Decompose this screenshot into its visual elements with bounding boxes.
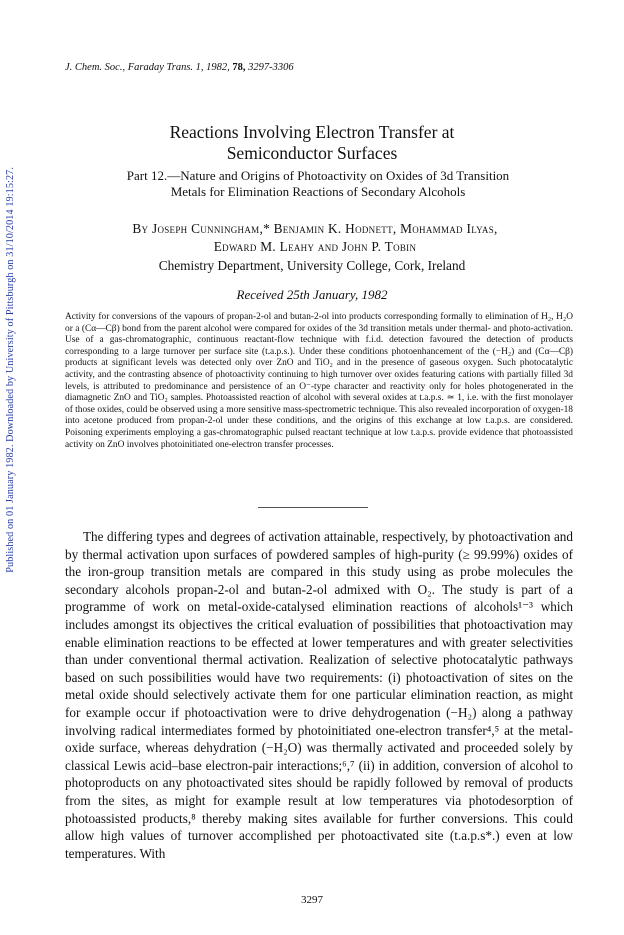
page-number: 3297 <box>301 894 323 906</box>
download-watermark-text: Published on 01 January 1982. Downloaded by University of Pittsburgh on 31/10/2014 19:15:27. <box>4 167 16 573</box>
journal-pages: 3297-3306 <box>248 62 294 73</box>
paper-subtitle-line-2: Metals for Elimination Reactions of Secondary Alcohols <box>170 184 466 199</box>
received-date: Received 25th January, 1982 <box>236 287 388 302</box>
abstract: Activity for conversions of the vapours of propan-2-ol and butan-2-ol into products corresponding formally to elimination of H₂, H₂O or a (Cα—Cβ) bond from the parent alcohol were compared for oxides of the 3d transition metals under thermal- and photo-activation. Use of a gas-chromatographic, continuous reactant-flow technique with f.i.d. detection favoured the detection of products corresponding to a large turnover per surface site (t.a.p.s.). Under these conditions photoenhancement of the (−H₂) and (Cα—Cβ) products at significant levels was detected only over ZnO and TiO₂ and in the presence of gaseous oxygen. Such photocatalytic activity, and the contrasting absence of photoactivity continuing to high turnover over oxides featuring cations with partially filled 3d levels, is attributed to predominance and persistence of an O⁻-type character and reactivity only for holes photogenerated in the diamagnetic ZnO and TiO₂ samples. Photoassisted reaction of alcohol with several oxides at t.a.p.s. ≃ 1, i.e. with the first monolayer of those oxides, could be observed using a more sensitive mass-spectrometric technique. This also revealed incorporation of oxygen-18 into acetone produced from propan-2-ol under these conditions, and the origins of this exchange at low t.a.p.s. are considered. Poisoning experiments employing a gas-chromatographic pulsed reactant technique at low t.a.p.s. provide evidence that photoassisted activity on ZnO involves photoinitiated one-electron transfer processes. <box>65 312 573 450</box>
paper-subtitle-line-1: Part 12.—Nature and Origins of Photoactivity on Oxides of 3d Transition <box>126 168 510 183</box>
journal-year: 1982, <box>206 62 230 73</box>
author-list-line-2: Edward M. Leahy and John P. Tobin <box>213 239 417 254</box>
affiliation: Chemistry Department, University College, Cork, Ireland <box>158 258 466 273</box>
paper-title <box>0 122 624 164</box>
journal-volume: 78, <box>232 62 246 73</box>
body-paragraph: The differing types and degrees of activation attainable, respectively, by photoactivation and by thermal activation upon surfaces of powdered samples of high-purity (≥ 99.99%) oxides of the iron-group transition metals are compared in this study using as probe molecules the secondary alcohols propan-2-ol and butan-2-ol admixed with O₂. The study is part of a programme of work on metal-oxide-catalysed elimination reactions of alcohols¹⁻³ which includes amongst its objectives the critical evaluation of possibilities that photoactivation may enable elimination reactions to be effected at lower temperatures and with greater selectivities than under conventional thermal activation. Realization of selective photocatalytic pathways based on such possibilities would have two requirements: (i) photoactivation of sites on the metal oxide should selectively activate them for one particular elimination reaction, as might for example occur if photoactivation were to drive dehydrogenation (−H₂) along a pathway involving radical intermediates formed by photoinitiated one-electron transfer⁴,⁵ at the metal-oxide surface, whereas dehydration (−H₂O) was thermally activated and proceeded solely by classical Lewis acid–base electron-pair interactions;⁶,⁷ (ii) in addition, conversion of alcohol to photoproducts on any photoactivated sites should be rapidly followed by removal of products from the sites, as might for example result at low temperatures via photodesorption of photoassisted products,⁸ thereby making sites available for further conversions. This could allow high values of turnover accomplished per photoactivated site (t.a.p.s*.) even at low temperatures. With <box>65 529 573 861</box>
paper-title-line-2: Semiconductor Surfaces <box>226 143 398 163</box>
paper-subtitle <box>98 168 538 200</box>
journal-name: J. Chem. Soc., Faraday Trans. 1, <box>65 62 204 73</box>
author-list <box>60 220 570 256</box>
section-divider <box>258 507 368 508</box>
journal-citation <box>65 62 294 73</box>
paper-title-line-1: Reactions Involving Electron Transfer at <box>169 122 455 142</box>
download-watermark <box>3 155 17 585</box>
author-list-line-1: By Joseph Cunningham,* Benjamin K. Hodnett, Mohammad Ilyas, <box>132 221 498 236</box>
